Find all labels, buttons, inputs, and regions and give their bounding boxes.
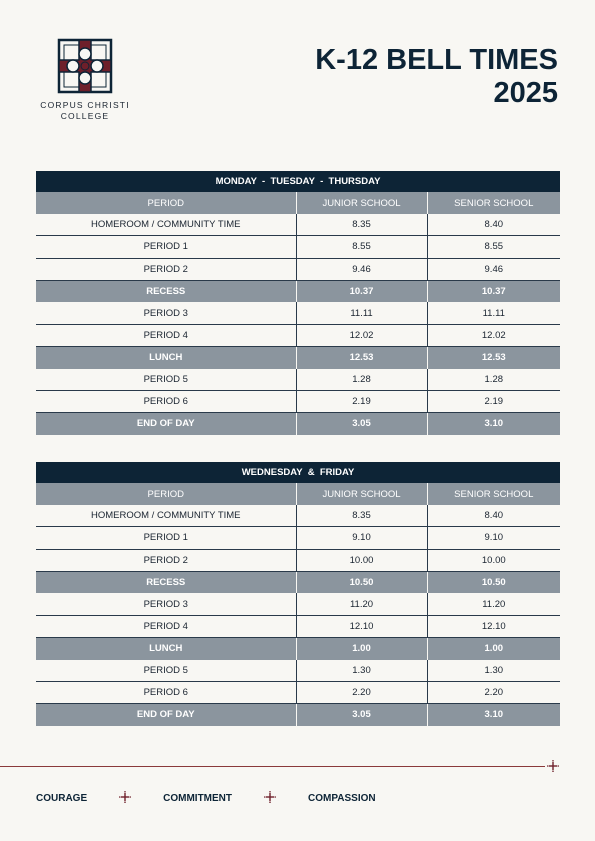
junior-time-cell: 10.37 [296, 280, 427, 302]
period-cell: PERIOD 3 [36, 302, 296, 324]
senior-time-cell: 10.37 [427, 280, 560, 302]
table-row [36, 527, 560, 549]
period-cell: HOMEROOM / COMMUNITY TIME [36, 214, 296, 236]
senior-time-cell: 1.00 [427, 638, 560, 660]
period-cell: END OF DAY [36, 413, 296, 435]
value-commitment: COMMITMENT [163, 793, 233, 804]
footer-divider [0, 766, 545, 767]
period-cell: END OF DAY [36, 704, 296, 726]
junior-column-header: JUNIOR SCHOOL [296, 483, 427, 504]
footer-values [36, 791, 376, 806]
table-row [36, 302, 560, 324]
period-cell: HOMEROOM / COMMUNITY TIME [36, 505, 296, 527]
junior-time-cell: 8.55 [296, 236, 427, 258]
cross-dots-icon [119, 791, 131, 806]
table-row [36, 660, 560, 682]
senior-time-cell: 12.10 [427, 615, 560, 637]
table-row [36, 505, 560, 527]
period-column-header: PERIOD [36, 192, 296, 213]
value-courage: COURAGE [36, 793, 88, 804]
senior-time-cell: 12.02 [427, 324, 560, 346]
period-cell: PERIOD 1 [36, 236, 296, 258]
senior-time-cell: 9.46 [427, 258, 560, 280]
junior-time-cell: 3.05 [296, 413, 427, 435]
page-title-line1: K-12 BELL TIMES [315, 44, 558, 76]
days-label: MONDAY - TUESDAY - THURSDAY [36, 171, 560, 192]
junior-time-cell: 11.20 [296, 593, 427, 615]
period-cell: PERIOD 2 [36, 549, 296, 571]
period-cell: RECESS [36, 280, 296, 302]
table-row [36, 638, 560, 660]
junior-time-cell: 12.02 [296, 324, 427, 346]
senior-time-cell: 1.30 [427, 660, 560, 682]
period-cell: LUNCH [36, 347, 296, 369]
senior-time-cell: 2.19 [427, 390, 560, 412]
table-row [36, 571, 560, 593]
period-cell: RECESS [36, 571, 296, 593]
column-header-row [36, 192, 560, 213]
table-row [36, 258, 560, 280]
period-cell: PERIOD 1 [36, 527, 296, 549]
school-logo [30, 36, 140, 122]
value-compassion: COMPASSION [308, 793, 376, 804]
junior-time-cell: 1.00 [296, 638, 427, 660]
junior-time-cell: 9.10 [296, 527, 427, 549]
period-cell: LUNCH [36, 638, 296, 660]
junior-time-cell: 3.05 [296, 704, 427, 726]
junior-time-cell: 1.28 [296, 369, 427, 391]
period-cell: PERIOD 4 [36, 324, 296, 346]
senior-time-cell: 8.40 [427, 214, 560, 236]
junior-time-cell: 12.10 [296, 615, 427, 637]
table-row [36, 549, 560, 571]
table-row [36, 593, 560, 615]
senior-time-cell: 2.20 [427, 681, 560, 703]
senior-time-cell: 3.10 [427, 413, 560, 435]
senior-time-cell: 10.00 [427, 549, 560, 571]
senior-time-cell: 8.40 [427, 505, 560, 527]
junior-time-cell: 12.53 [296, 347, 427, 369]
school-name [30, 100, 140, 122]
school-name-line1: CORPUS CHRISTI [40, 100, 130, 110]
cross-dots-icon [264, 791, 276, 806]
junior-time-cell: 8.35 [296, 214, 427, 236]
period-cell: PERIOD 6 [36, 390, 296, 412]
junior-time-cell: 2.20 [296, 681, 427, 703]
period-cell: PERIOD 2 [36, 258, 296, 280]
bell-times-table-wed-fri [36, 462, 560, 726]
senior-time-cell: 1.28 [427, 369, 560, 391]
junior-time-cell: 9.46 [296, 258, 427, 280]
period-cell: PERIOD 5 [36, 660, 296, 682]
period-column-header: PERIOD [36, 483, 296, 504]
junior-time-cell: 2.19 [296, 390, 427, 412]
table-row [36, 413, 560, 435]
period-cell: PERIOD 3 [36, 593, 296, 615]
senior-time-cell: 12.53 [427, 347, 560, 369]
junior-time-cell: 1.30 [296, 660, 427, 682]
junior-time-cell: 10.50 [296, 571, 427, 593]
days-header-row [36, 171, 560, 192]
table-row [36, 324, 560, 346]
period-cell: PERIOD 6 [36, 681, 296, 703]
school-name-line2: COLLEGE [60, 111, 110, 121]
page-title [315, 44, 558, 110]
page-title-year: 2025 [493, 77, 558, 109]
table-row [36, 615, 560, 637]
senior-column-header: SENIOR SCHOOL [427, 483, 560, 504]
junior-time-cell: 11.11 [296, 302, 427, 324]
senior-column-header: SENIOR SCHOOL [427, 192, 560, 213]
senior-time-cell: 10.50 [427, 571, 560, 593]
table-row [36, 347, 560, 369]
period-cell: PERIOD 4 [36, 615, 296, 637]
senior-time-cell: 11.20 [427, 593, 560, 615]
bell-times-table-mon-tue-thu [36, 171, 560, 435]
table-row [36, 236, 560, 258]
senior-time-cell: 3.10 [427, 704, 560, 726]
days-header-row [36, 462, 560, 483]
junior-time-cell: 10.00 [296, 549, 427, 571]
period-cell: PERIOD 5 [36, 369, 296, 391]
table-row [36, 280, 560, 302]
junior-column-header: JUNIOR SCHOOL [296, 192, 427, 213]
junior-time-cell: 8.35 [296, 505, 427, 527]
senior-time-cell: 11.11 [427, 302, 560, 324]
table-row [36, 214, 560, 236]
cross-crest-icon [55, 36, 115, 96]
column-header-row [36, 483, 560, 504]
table-row [36, 369, 560, 391]
table-row [36, 390, 560, 412]
table-row [36, 681, 560, 703]
days-label: WEDNESDAY & FRIDAY [36, 462, 560, 483]
cross-dots-icon [547, 760, 559, 772]
senior-time-cell: 8.55 [427, 236, 560, 258]
senior-time-cell: 9.10 [427, 527, 560, 549]
table-row [36, 704, 560, 726]
